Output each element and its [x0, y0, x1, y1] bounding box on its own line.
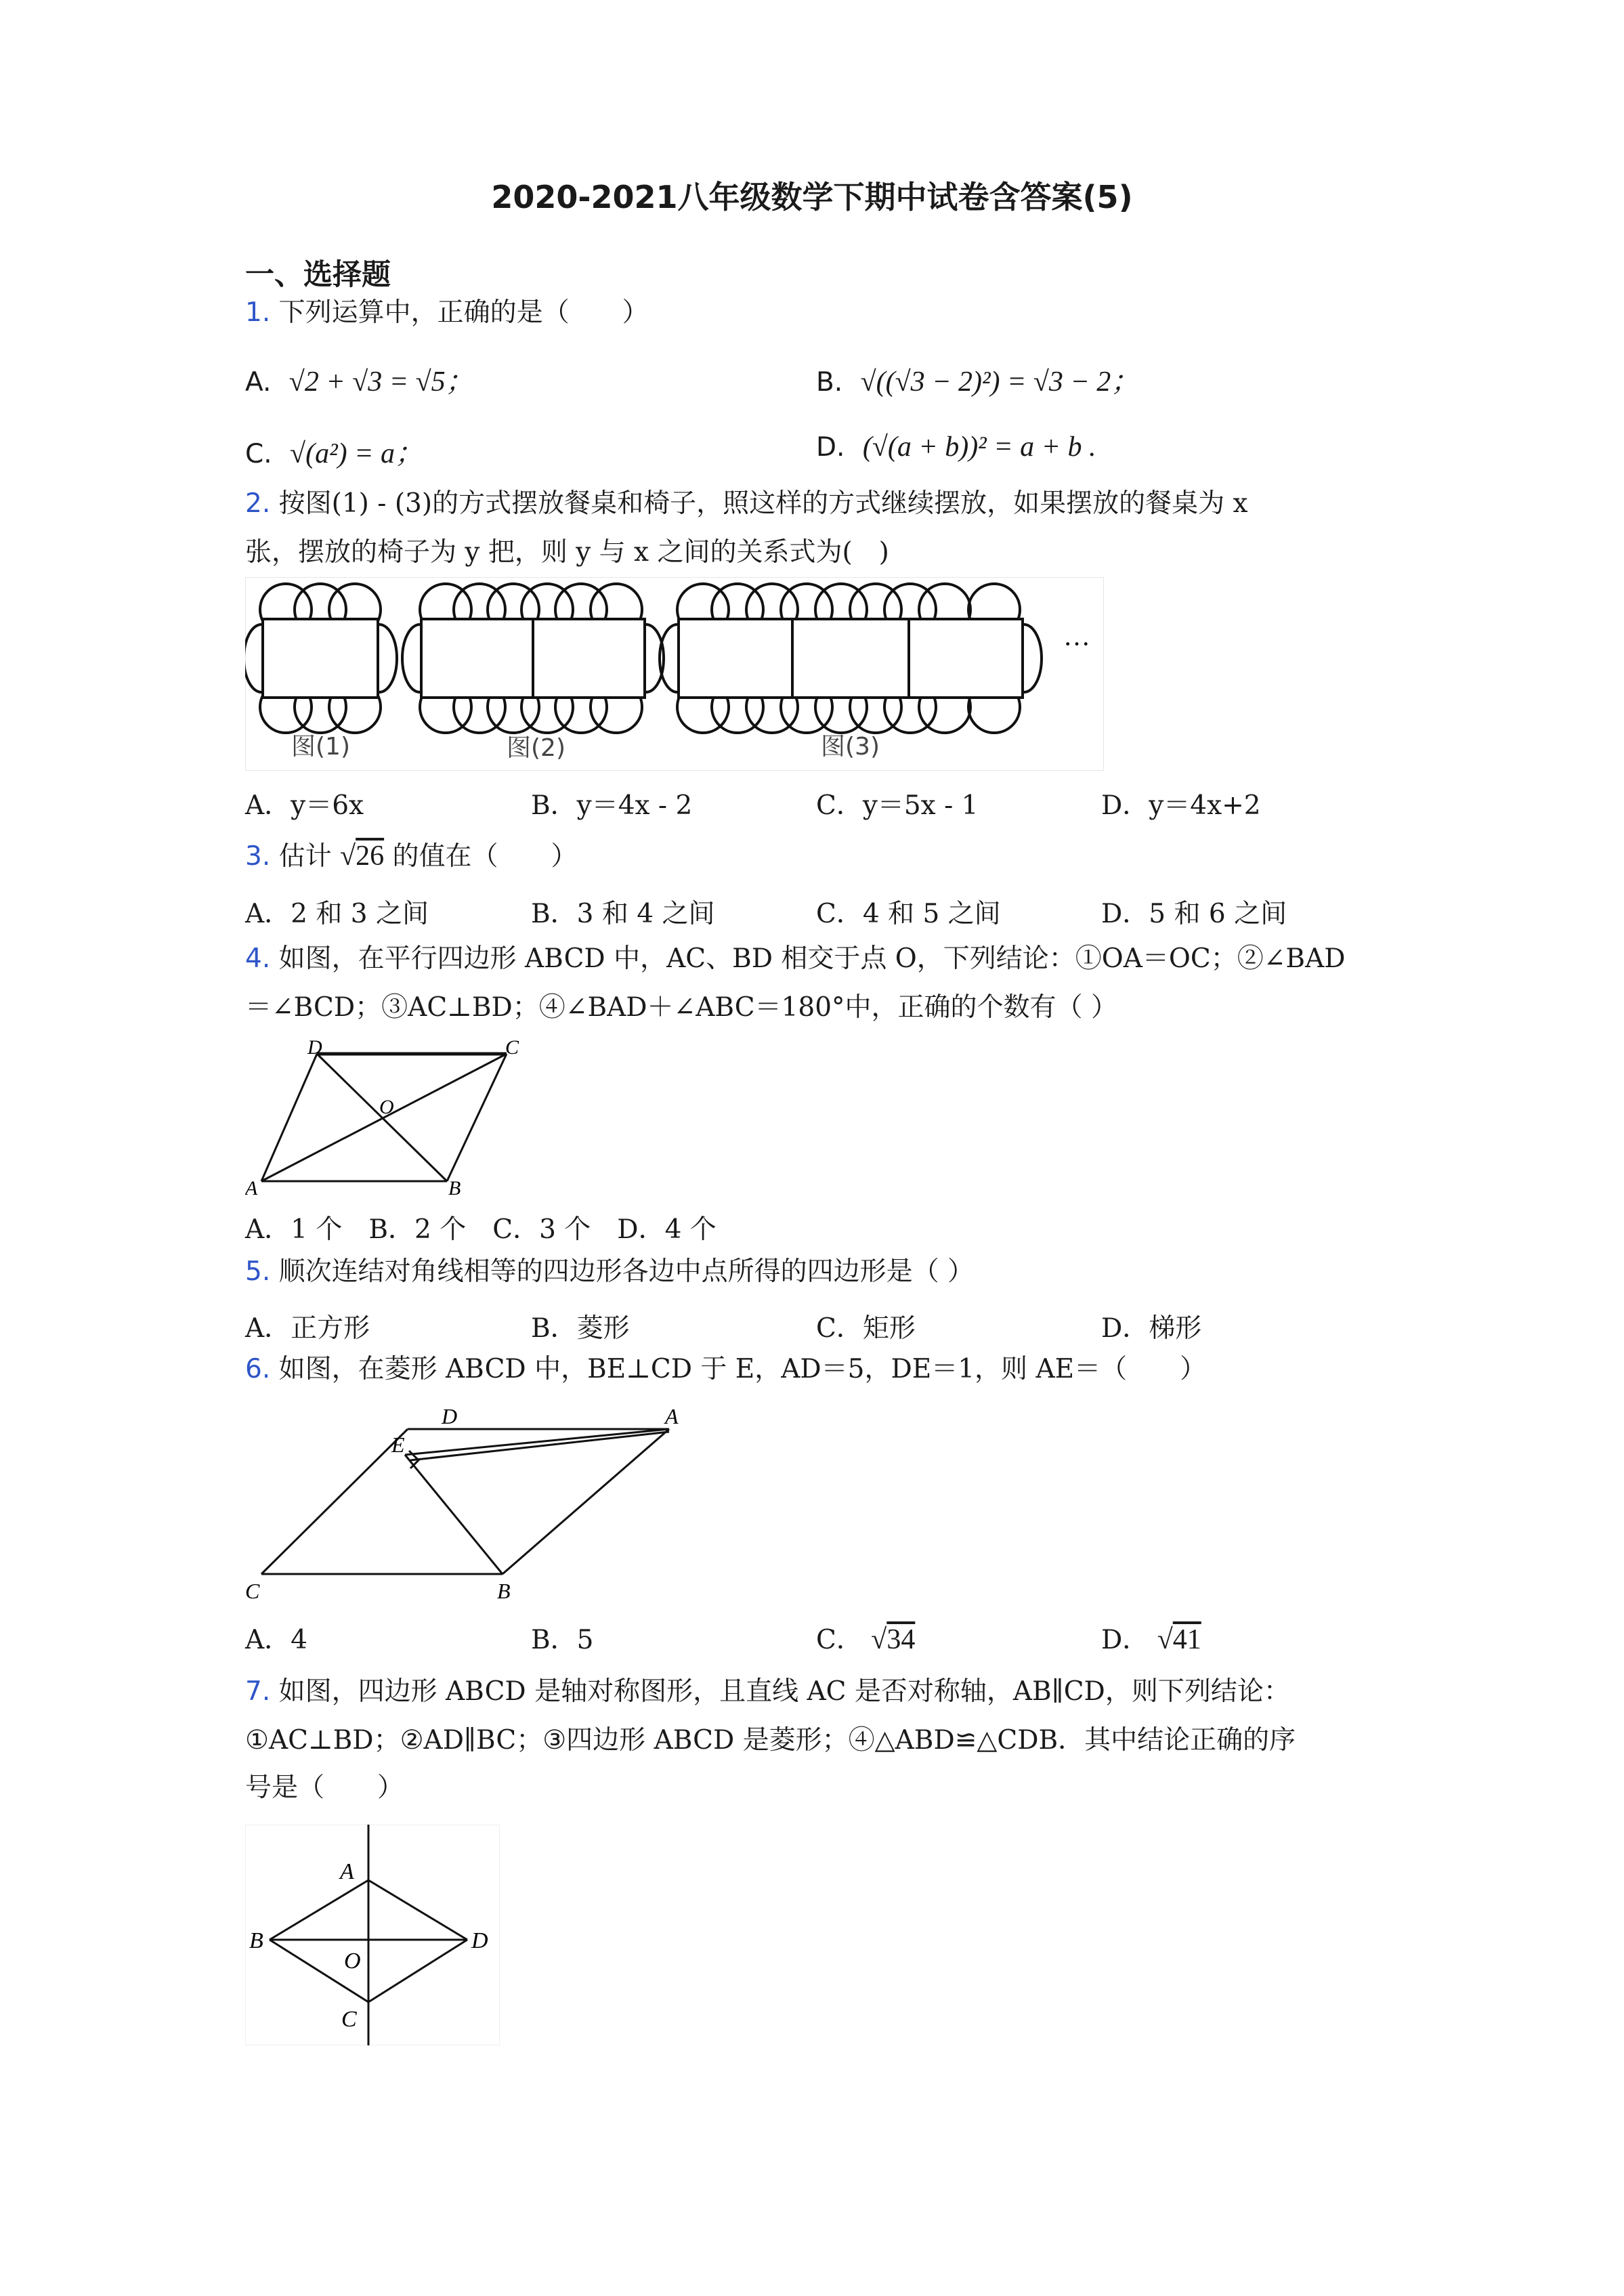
question-number: 5.: [245, 1256, 271, 1287]
option-expression: (√(a + b))² = a + b .: [862, 431, 1096, 463]
question-7-line2: ①AC⊥BD；②AD∥BC；③四边形 ABCD 是菱形；④△ABD≌△CDB．其中结论正确的序: [245, 1725, 1296, 1756]
vertex-label-b: B: [448, 1177, 461, 1199]
question-number: 1.: [245, 297, 271, 328]
question-stem: 下列运算中，正确的是（ ）: [278, 297, 649, 328]
question-stem-line1: 如图，四边形 ABCD 是轴对称图形，且直线 AC 是否对称轴，AB∥CD，则下列结论：: [278, 1676, 1290, 1707]
ellipsis-label: ···: [1063, 629, 1090, 659]
q3-option-b: B．3 和 4 之间: [531, 899, 715, 929]
vertex-label-o: O: [379, 1096, 394, 1118]
vertex-label-e: E: [391, 1432, 405, 1457]
vertex-label-b: B: [497, 1579, 511, 1603]
question-6: [245, 1345, 1206, 1394]
q1-option-b: [816, 359, 1139, 400]
q1-option-d: [816, 431, 1096, 463]
vertex-label-c: C: [505, 1038, 519, 1059]
vertex-label-a: A: [340, 1859, 354, 1884]
vertex-label-c: C: [341, 2007, 357, 2032]
sqrt-expression: [1157, 1624, 1201, 1655]
question-number: 7.: [245, 1676, 271, 1707]
vertex-label-a: A: [665, 1404, 679, 1428]
vertex-label-a: A: [245, 1177, 258, 1199]
q2-option-c: C．y＝5x - 1: [816, 790, 979, 821]
rhombus-figure: [245, 1397, 692, 1607]
option-letter: A.: [245, 367, 272, 398]
vertex-label-d: D: [471, 1928, 488, 1953]
question-number: 3.: [245, 841, 271, 872]
radicand: 34: [886, 1624, 916, 1655]
q3-option-c: C．4 和 5 之间: [816, 899, 1001, 929]
question-2: [245, 480, 1247, 528]
vertex-label-c: C: [245, 1579, 260, 1603]
q5-option-a: A．正方形: [245, 1313, 370, 1344]
option-expression: √2 + √3 = √5；: [289, 366, 474, 398]
q5-option-d: D．梯形: [1101, 1313, 1202, 1344]
question-stem-line1: 按图(1) - (3)的方式摆放餐桌和椅子，照这样的方式继续摆放，如果摆放的餐桌为 x: [278, 488, 1248, 519]
q2-option-b: B．y＝4x - 2: [531, 790, 693, 821]
vertex-label-o: O: [344, 1949, 361, 1974]
q5-option-c: C．矩形: [816, 1313, 916, 1344]
radicand: 41: [1172, 1624, 1201, 1655]
sqrt-expression: [340, 841, 384, 872]
question-7-line3: 号是（ ）: [245, 1772, 404, 1803]
page-title: 2020-2021八年级数学下期中试卷含答案(5): [491, 179, 1133, 215]
question-3: [245, 832, 578, 881]
question-7: [245, 1667, 1290, 1716]
question-stem: 顺次连结对角线相等的四边形各边中点所得的四边形是（ ）: [278, 1256, 975, 1287]
parallelogram-figure: [245, 1038, 530, 1200]
radicand: 26: [356, 841, 385, 872]
q2-option-d: D．y＝4x+2: [1101, 790, 1261, 821]
q5-option-b: B．菱形: [531, 1313, 630, 1344]
sqrt-icon: √: [340, 841, 356, 872]
figure-label-2: 图(2): [507, 734, 565, 762]
q6-option-d: [1101, 1619, 1201, 1657]
question-5: [245, 1248, 974, 1296]
q6-option-b: B．5: [531, 1625, 594, 1655]
question-1: [245, 289, 649, 337]
question-number: 4.: [245, 943, 271, 974]
sqrt-expression: [871, 1624, 915, 1655]
option-letter: C.: [245, 439, 272, 469]
sqrt-icon: √: [1157, 1624, 1173, 1655]
figure-label-1: 图(1): [291, 733, 350, 761]
kite-figure: [245, 1825, 500, 2045]
question-stem-pre: 估计: [278, 841, 332, 872]
question-stem-post: 的值在（ ）: [392, 841, 578, 872]
option-expression: √(a²) = a；: [290, 438, 424, 469]
question-stem-line1: 如图，在平行四边形 ABCD 中，AC、BD 相交于点 O，下列结论：①OA＝OC；②∠BAD: [278, 943, 1346, 974]
sqrt-icon: √: [871, 1624, 887, 1655]
option-letter: C．: [816, 1625, 863, 1655]
q1-option-c: [245, 431, 423, 471]
table-chair-figure: [245, 577, 1104, 771]
section-heading: 一、选择题: [245, 258, 391, 292]
question-stem: 如图，在菱形 ABCD 中，BE⊥CD 于 E，AD＝5，DE＝1，则 AE＝（ ）: [278, 1354, 1207, 1384]
q4-options: A．1 个 B．2 个 C．3 个 D．4 个: [245, 1214, 717, 1245]
option-letter: D.: [816, 432, 845, 463]
question-4: [245, 935, 1346, 983]
question-4-line2: ＝∠BCD；③AC⊥BD；④∠BAD＋∠ABC＝180°中，正确的个数有（ ）: [245, 992, 1117, 1023]
q1-option-a: [245, 359, 474, 400]
question-number: 6.: [245, 1354, 271, 1384]
q3-option-d: D．5 和 6 之间: [1101, 899, 1287, 929]
q6-option-a: A．4: [245, 1625, 307, 1655]
option-letter: B.: [816, 367, 843, 398]
option-expression: √((√3 − 2)²) = √3 − 2；: [860, 366, 1140, 398]
vertex-label-d: D: [307, 1038, 322, 1059]
figure-label-3: 图(3): [821, 733, 880, 761]
q6-option-c: [816, 1619, 915, 1657]
question-2-line2: 张，摆放的椅子为 y 把，则 y 与 x 之间的关系式为( ): [245, 537, 889, 568]
q2-option-a: A．y＝6x: [245, 790, 364, 821]
vertex-label-d: D: [442, 1404, 458, 1428]
q3-option-a: A．2 和 3 之间: [245, 899, 429, 929]
option-letter: D．: [1101, 1625, 1149, 1655]
vertex-label-b: B: [249, 1928, 263, 1953]
question-number: 2.: [245, 488, 271, 519]
